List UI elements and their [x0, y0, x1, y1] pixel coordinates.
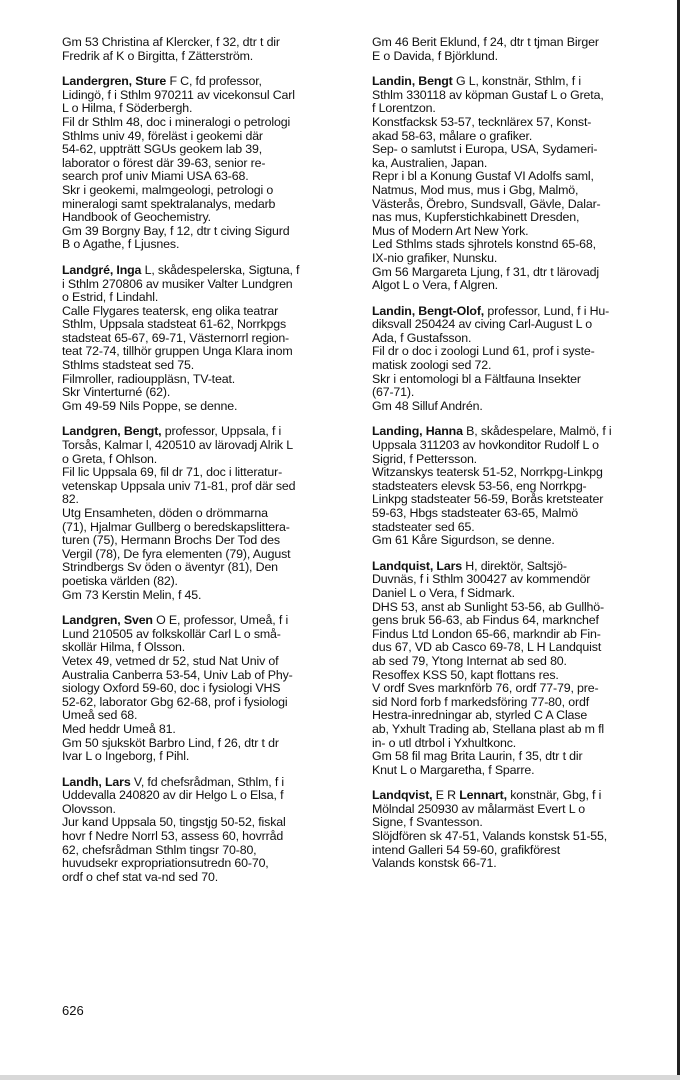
entry-text-line: Gm 56 Margareta Ljung, f 31, dtr t lärovadj: [372, 264, 600, 279]
entry-text-line: Gm 49-59 Nils Poppe, se denne.: [62, 398, 238, 413]
entry-text-line: Ivar L o Ingeborg, f Pihl.: [62, 749, 190, 764]
entry-text-line: Sep- o samlutst i Europa, USA, Sydameri-: [372, 142, 598, 157]
entry-text-line: Signe, f Svantesson.: [372, 815, 483, 830]
entry-text-line: nas mus, Kupferstichkabinett Dresden,: [372, 210, 580, 225]
entry-text-line: Konstfacksk 53-57, tecknlärex 57, Konst-: [372, 114, 592, 129]
left-column: [62, 36, 362, 895]
entry-text-line: L, skådespelerska, Sigtuna, f: [141, 262, 300, 277]
entry-text-line: Fil dr o doc i zoologi Lund 61, prof i syste-: [372, 344, 595, 359]
entry-text-line: Skr Vinterturné (62).: [62, 385, 171, 400]
entry-text-line: Gm 73 Kerstin Melin, f 45.: [62, 587, 202, 602]
entry-text-line: intend Galleri 54 59-60, grafikförest: [372, 842, 560, 857]
entry-name: Landquist, Lars: [372, 558, 463, 573]
entry-text-line: dus 67, VD ab Casco 69-78, L H Landquist: [372, 640, 602, 655]
entry-text-line: Sthlms univ 49, föreläst i geokemi där: [62, 128, 263, 143]
entry-text-line: Witzanskys teatersk 51-52, Norrkpg-Linkpg: [372, 465, 603, 480]
entry-text-line: 62, chefsrådman Sthlm tingsr 70-80,: [62, 842, 257, 857]
entry-text-line: Ada, f Gustafsson.: [372, 330, 472, 345]
entry-text-line: Sigrid, f Pettersson.: [372, 451, 477, 466]
entry-text-line: 52-62, laborator Gbg 62-68, prof i fysiologi: [62, 694, 288, 709]
entry-text-line: (67-71).: [372, 385, 415, 400]
entry-text-line: Sthlm, Uppsala stadsteat 61-62, Norrkpgs: [62, 317, 287, 332]
entry-text-line: Utg Ensamheten, döden o drömmarna: [62, 506, 268, 520]
entry-name-initials: E R: [432, 788, 460, 803]
entry-landin-bengt-olof: [372, 305, 674, 414]
entry-text-line: Gm 46 Berit Eklund, f 24, dtr t tjman Birger: [372, 35, 599, 49]
entry-text-line: teat 72-74, tillhör gruppen Unga Klara inom: [62, 344, 293, 359]
entry-text-line: poetiska världen (82).: [62, 573, 178, 588]
entry-text-line: Knut L o Margaretha, f Sparre.: [372, 762, 535, 777]
entry-text-line: stadsteater sed 65.: [372, 519, 475, 534]
entry-text-line: Lund 210505 av folkskollär Carl L o små-: [62, 626, 281, 641]
entry-text-line: Resoffex KSS 50, kapt flottans res.: [372, 667, 559, 682]
entry-text-line: diksvall 250424 av civing Carl-August L o: [372, 317, 592, 332]
entry-text-line: Sthlms stadsteat sed 75.: [62, 358, 195, 373]
entry-continuation-right: [372, 36, 674, 63]
entry-landgre-inga: [62, 264, 362, 414]
entry-text-line: Gm 61 Kåre Sigurdson, se denne.: [372, 533, 555, 548]
entry-text-line: akad 58-63, målare o grafiker.: [372, 128, 533, 143]
entry-text-line: H, direktör, Saltsjö-: [462, 558, 567, 573]
entry-text-line: Gm 58 fil mag Brita Laurin, f 35, dtr t dir: [372, 749, 583, 764]
entry-text-line: f Lorentzon.: [372, 101, 436, 116]
entry-text-line: gens bruk 56-63, ab Findus 64, marknchef: [372, 613, 599, 628]
entry-text-line: DHS 53, anst ab Sunlight 53-56, ab Gullhö-: [372, 599, 605, 614]
entry-text-line: E o Davida, f Björklund.: [372, 48, 498, 63]
entry-text-line: G L, konstnär, Sthlm, f i: [452, 74, 581, 89]
entry-text-line: matisk zoologi sed 72.: [372, 358, 492, 373]
entry-text-line: Hestra-inredningar ab, styrled C A Clase: [372, 708, 588, 723]
entry-name: Landin, Bengt-Olof,: [372, 303, 485, 318]
entry-text-line: Uppsala 311203 av hovkonditor Rudolf L o: [372, 438, 599, 453]
entry-text-line: B, skådespelare, Malmö, f i: [462, 424, 612, 439]
entry-text-line: ordf o chef stat va-nd sed 70.: [62, 869, 218, 884]
entry-text-line: Västerås, Örebro, Sundsvall, Gävle, Dalar-: [372, 196, 601, 211]
entry-landergren-sture: [62, 75, 362, 252]
entry-text-line: laborator o förest där 39-63, senior re-: [62, 155, 266, 170]
entry-text-line: Sthlm 330118 av köpman Gustaf L o Greta,: [372, 87, 604, 102]
entry-text-line: mineralogi samt spektralanalys, medarb: [62, 196, 276, 211]
entry-text-line: B o Agathe, f Ljusnes.: [62, 237, 180, 252]
entry-text-line: turen (75), Hermann Brochs Der Tod des: [62, 533, 280, 548]
entry-text-line: Gm 48 Silluf Andrén.: [372, 398, 483, 413]
entry-text-line: (71), Hjalmar Gullberg o beredskapslittera-: [62, 519, 290, 534]
entry-text-line: Duvnäs, f i Sthlm 300427 av kommendör: [372, 572, 591, 587]
entry-landing-hanna: [372, 425, 674, 547]
entry-text-line: Olovsson.: [62, 801, 116, 816]
entry-landgren-sven: [62, 614, 362, 764]
entry-text-line: Uddevalla 240820 av dir Helgo L o Elsa, f: [62, 788, 284, 803]
entry-text-line: Lidingö, f i Sthlm 970211 av vicekonsul Carl: [62, 87, 295, 102]
entry-name: Landgren, Sven: [62, 613, 153, 628]
entry-text-line: ab sed 79, Ytong Internat ab sed 80.: [372, 653, 567, 668]
entry-name: Landing, Hanna: [372, 424, 463, 439]
entry-text-line: hovr f Nedre Norrl 53, assess 60, hovrråd: [62, 829, 284, 844]
entry-text-line: 54-62, uppträtt SGUs geokem lab 39,: [62, 142, 263, 157]
entry-text-line: Mus of Modern Art New York.: [372, 223, 529, 238]
entry-text-line: Vetex 49, vetmed dr 52, stud Nat Univ of: [62, 653, 279, 668]
entry-text-line: Findus Ltd London 65-66, markndir ab Fin-: [372, 626, 601, 641]
entry-landin-bengt: [372, 75, 674, 293]
entry-name: Landqvist,: [372, 788, 433, 803]
entry-text-line: o Estrid, f Lindahl.: [62, 290, 159, 305]
right-column: [372, 36, 674, 882]
entry-landh-lars: [62, 776, 362, 885]
entry-text-line: Algot L o Vera, f Algren.: [372, 278, 498, 293]
entry-text-line: Vergil (78), De fyra elementen (79), August: [62, 546, 291, 561]
page-number: 626: [62, 1003, 84, 1018]
entry-text-line: Skr i geokemi, malmgeologi, petrologi o: [62, 182, 274, 197]
entry-text-line: V, fd chefsrådman, Sthlm, f i: [130, 774, 285, 789]
entry-text-line: Strindbergs Sv öden o äventyr (81), Den: [62, 560, 278, 575]
entry-text-line: ka, Australien, Japan.: [372, 155, 488, 170]
entry-text-line: Filmroller, radiouppläsn, TV-teat.: [62, 371, 236, 386]
entry-text-line: Linkpg stadsteater 56-59, Borås kretsteater: [372, 492, 604, 507]
entry-text-line: Umeå sed 68.: [62, 708, 138, 723]
entry-text-line: Med heddr Umeå 81.: [62, 721, 176, 736]
entry-landquist-lars: [372, 560, 674, 778]
entry-name: Landin, Bengt: [372, 74, 453, 89]
entry-text-line: F C, fd professor,: [166, 74, 262, 89]
entry-text-line: 82.: [62, 492, 79, 507]
entry-text-line: Fil lic Uppsala 69, fil dr 71, doc i litteratur-: [62, 465, 283, 480]
entry-text-line: vetenskap Uppsala univ 71-81, prof där sed: [62, 478, 296, 493]
entry-text-line: siology Oxford 59-60, doc i fysiologi VHS: [62, 681, 281, 696]
entry-text-line: Australia Canberra 53-54, Univ Lab of Phy-: [62, 667, 293, 682]
entry-text-line: O E, professor, Umeå, f i: [152, 613, 289, 628]
entry-text-line: Natmus, Mod mus, mus i Gbg, Malmö,: [372, 182, 579, 197]
entry-text-line: 59-63, Hbgs stadsteater 63-65, Malmö: [372, 506, 579, 520]
entry-text-line: Gm 50 sjuksköt Barbro Lind, f 26, dtr t dr: [62, 735, 279, 750]
entry-text-line: Fredrik af K o Birgitta, f Zätterström.: [62, 48, 254, 63]
entry-text-line: ab, Yxhult Trading ab, Stellana plast ab m fl: [372, 721, 605, 736]
entry-text-line: Calle Flygares teatersk, eng olika teatrar: [62, 303, 279, 318]
entry-text-line: Handbook of Geochemistry.: [62, 210, 211, 225]
entry-text-line: Mölndal 250930 av målarmäst Evert L o: [372, 801, 586, 816]
entry-continuation-left: [62, 36, 362, 63]
entry-text-line: L o Hilma, f Söderbergh.: [62, 101, 193, 116]
entry-name: Landgré, Inga: [62, 262, 142, 277]
entry-text-line: V ordf Sves marknförb 76, ordf 77-79, pre-: [372, 681, 599, 696]
entry-text-line: sid Nord forb f markedsföring 77-80, ordf: [372, 694, 589, 709]
entry-text-line: Slöjdfören sk 47-51, Valands konstsk 51-55,: [372, 829, 608, 844]
entry-text-line: stadsteaters elevsk 53-56, eng Norrkpg-: [372, 478, 587, 493]
entry-text-line: professor, Uppsala, f i: [161, 424, 282, 439]
entry-text-line: Skr i entomologi bl a Fältfauna Insekter: [372, 371, 581, 386]
entry-text-line: Daniel L o Vera, f Sidmark.: [372, 585, 515, 600]
entry-text-line: i Sthlm 270806 av musiker Valter Lundgren: [62, 276, 293, 291]
entry-text-line: skollär Hilma, f Olsson.: [62, 640, 186, 655]
entry-name-given: Lennart,: [459, 788, 507, 803]
entry-text-line: o Greta, f Ohlson.: [62, 451, 158, 466]
entry-text-line: stadsteat 65-67, 69-71, Västernorrl region-: [62, 330, 290, 345]
entry-text-line: Gm 39 Borgny Bay, f 12, dtr t civing Sigurd: [62, 223, 290, 238]
entry-landgren-bengt: [62, 425, 362, 602]
scan-bottom-edge: [0, 1075, 680, 1080]
entry-text-line: Repr i bl a Konung Gustaf VI Adolfs saml,: [372, 169, 594, 184]
entry-name: Landgren, Bengt,: [62, 424, 162, 439]
entry-text-line: Jur kand Uppsala 50, tingstjg 50-52, fiskal: [62, 815, 286, 830]
entry-text-line: konstnär, Gbg, f i: [506, 788, 602, 803]
entry-text-line: Torsås, Kalmar l, 420510 av lärovadj Alrik L: [62, 438, 293, 453]
entry-text-line: professor, Lund, f i Hu-: [484, 303, 610, 318]
entry-landqvist-lennart: [372, 789, 674, 871]
entry-text-line: huvudsekr expropriationsutredn 60-70,: [62, 856, 269, 871]
entry-text-line: Fil dr Sthlm 48, doc i mineralogi o petrologi: [62, 114, 291, 129]
entry-name: Landergren, Sture: [62, 74, 167, 89]
entry-text-line: Led Sthlms stads sjhrotels konstnd 65-68,: [372, 237, 596, 252]
entry-text-line: Gm 53 Christina af Klercker, f 32, dtr t dir: [62, 35, 280, 49]
entry-text-line: in- o utl dtrbol i Yxhultkonc.: [372, 735, 517, 750]
entry-text-line: Valands konstsk 66-71.: [372, 856, 497, 871]
entry-text-line: search prof univ Miami USA 63-68.: [62, 169, 249, 184]
entry-name: Landh, Lars: [62, 774, 131, 789]
entry-text-line: IX-nio grafiker, Nunsku.: [372, 250, 498, 265]
